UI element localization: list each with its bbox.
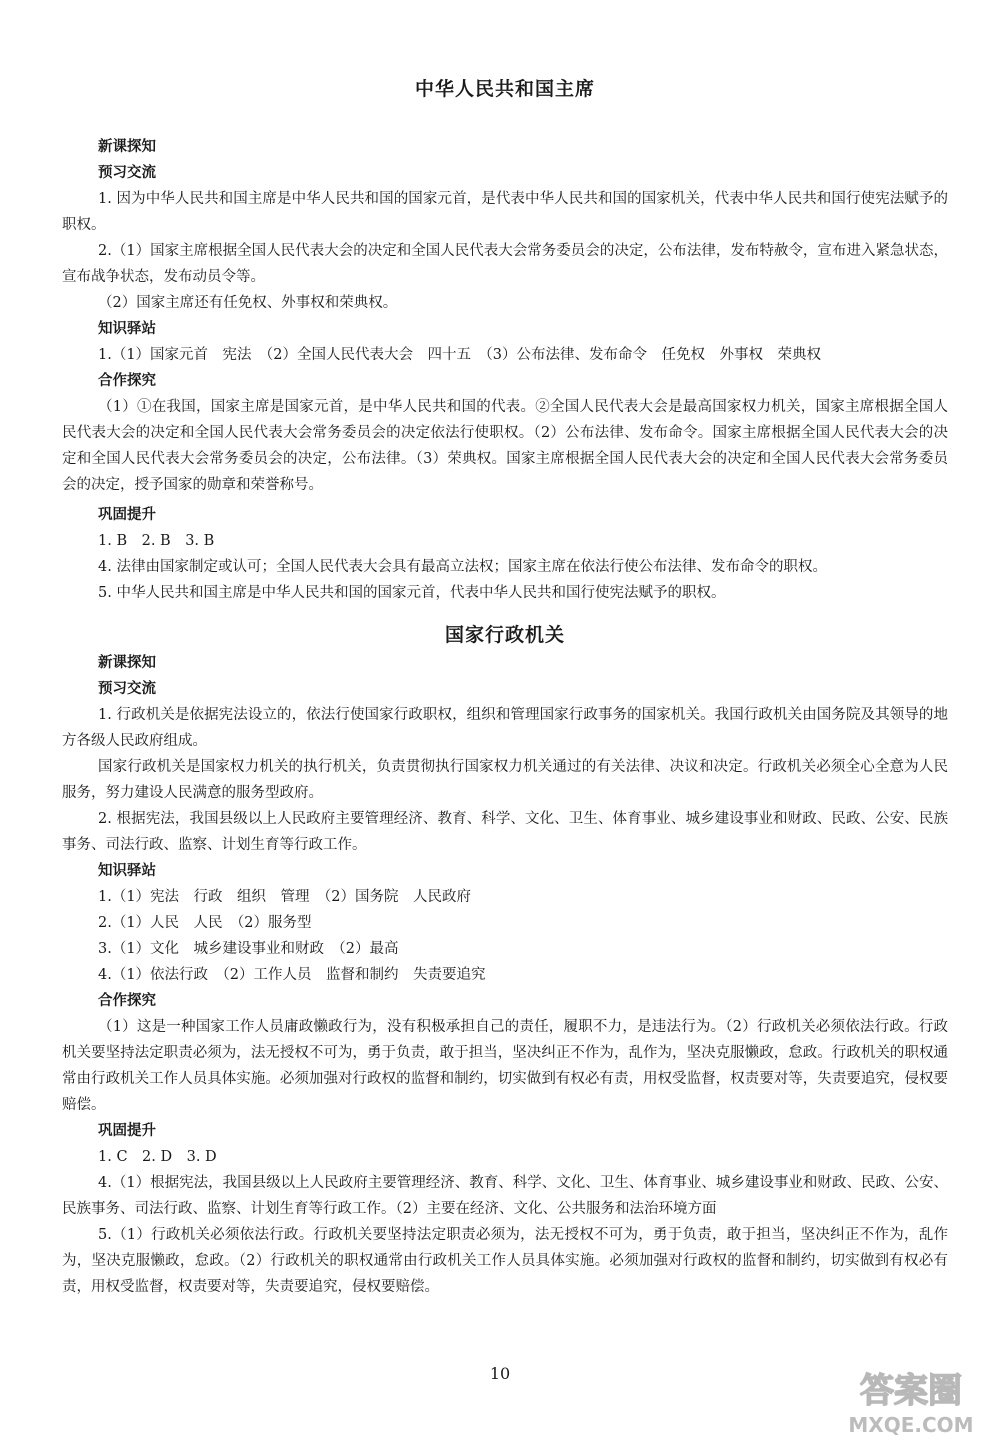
section-title: 中华人民共和国主席 <box>414 78 595 100</box>
paragraph: 5.（1）行政机关必须依法行政。行政机关要坚持法定职责必须为，法无授权不可为，勇于负责，敢于担当，坚决纠正不作为，乱作为，坚决克服懒政，怠政。（2）行政机关的职权通常由行政机关工作人员具体实施。必须加强对行政权的监督和制约，切实做到有权必有责，用权受监督，权责要对等，失责要追究，侵权要赔偿。 <box>62 1227 948 1295</box>
paragraph: 2. 根据宪法，我国县级以上人民政府主要管理经济、教育、科学、文化、卫生、体育事业、城乡建设事业和财政、民政、公安、民族事务、司法行政、监察、计划生育等行政工作。 <box>62 811 948 853</box>
paragraph: （2）国家主席还有任免权、外事权和荣典权。 <box>98 295 398 311</box>
paragraph: 1.（1）国家元首 宪法 （2）全国人民代表大会 四十五 （3）公布法律、发布命令 任免权 外事权 荣典权 <box>98 347 822 363</box>
paragraph: 2.（1）人民 人民 （2）服务型 <box>98 915 312 931</box>
paragraph: 4.（1）依法行政 （2）工作人员 监督和制约 失责要追究 <box>98 967 486 983</box>
heading-cooperation: 合作探究 <box>98 373 156 389</box>
paragraph: 1. C 2. D 3. D <box>98 1149 217 1165</box>
paragraph: 国家行政机关是国家权力机关的执行机关，负责贯彻执行国家权力机关通过的有关法律、决议和决定。行政机关必须全心全意为人民服务，努力建设人民满意的服务型政府。 <box>62 759 948 801</box>
paragraph: 5. 中华人民共和国主席是中华人民共和国的国家元首，代表中华人民共和国行使宪法赋予的职权。 <box>98 585 726 601</box>
paragraph: 1. B 2. B 3. B <box>98 533 215 549</box>
heading-cooperation: 合作探究 <box>98 993 156 1009</box>
heading-knowledge: 知识驿站 <box>98 863 156 879</box>
heading-new-lesson: 新课探知 <box>98 655 156 671</box>
heading-new-lesson: 新课探知 <box>98 139 156 155</box>
paragraph: 1. 因为中华人民共和国主席是中华人民共和国的国家元首，是代表中华人民共和国的国家机关，代表中华人民共和国行使宪法赋予的职权。 <box>62 191 948 233</box>
paragraph: 3.（1）文化 城乡建设事业和财政 （2）最高 <box>98 941 399 957</box>
heading-knowledge: 知识驿站 <box>98 321 156 337</box>
paragraph: （1）①在我国，国家主席是国家元首，是中华人民共和国的代表。②全国人民代表大会是最高国家权力机关，国家主席根据全国人民代表大会的决定和全国人民代表大会常务委员会的决定依法行使职权。（2）公布法律、发布命令。国家主席根据全国人民代表大会的决定和全国人民代表大会常务委员会的决定，公布法律。（3）荣典权。国家主席根据全国人民代表大会的决定和全国人民代表大会常务委员会的决定，授予国家的勋章和荣誉称号。 <box>62 399 948 493</box>
paragraph: 4.（1）根据宪法，我国县级以上人民政府主要管理经济、教育、科学、文化、卫生、体育事业、城乡建设事业和财政、民政、公安、民族事务、司法行政、监察、计划生育等行政工作。（2）主要在经济、文化、公共服务和法治环境方面 <box>62 1175 948 1217</box>
watermark-top-text: 答案圈 <box>860 1371 962 1411</box>
heading-preview: 预习交流 <box>98 165 156 181</box>
section-administrative-organs <box>62 620 948 1300</box>
heading-consolidate: 巩固提升 <box>98 1123 156 1139</box>
section-president <box>62 74 948 606</box>
heading-preview: 预习交流 <box>98 681 156 697</box>
paragraph: （1）这是一种国家工作人员庸政懒政行为，没有积极承担自己的责任，履职不力，是违法行为。（2）行政机关必须依法行政。行政机关要坚持法定职责必须为，法无授权不可为，勇于负责，敢于担当，坚决纠正不作为，乱作为，坚决克服懒政，怠政。行政机关的职权通常由行政机关工作人员具体实施。必须加强对行政权的监督和制约，切实做到有权必有责，用权受监督，权责要对等，失责要追究，侵权要赔偿。 <box>62 1019 948 1113</box>
paragraph: 1.（1）宪法 行政 组织 管理 （2）国务院 人民政府 <box>98 889 472 905</box>
heading-consolidate: 巩固提升 <box>98 507 156 523</box>
page-number: 10 <box>489 1364 511 1383</box>
paragraph: 4. 法律由国家制定或认可；全国人民代表大会具有最高立法权；国家主席在依法行使公布法律、发布命令的职权。 <box>98 559 827 575</box>
paragraph: 1. 行政机关是依据宪法设立的，依法行使国家行政职权，组织和管理国家行政事务的国家机关。我国行政机关由国务院及其领导的地方各级人民政府组成。 <box>62 707 948 749</box>
watermark-logo <box>836 1360 986 1440</box>
section-title: 国家行政机关 <box>444 624 565 646</box>
watermark-bottom-text: MXQE.COM <box>848 1413 974 1437</box>
paragraph: 2.（1）国家主席根据全国人民代表大会的决定和全国人民代表大会常务委员会的决定，公布法律，发布特赦令，宣布进入紧急状态，宣布战争状态，发布动员令等。 <box>62 243 948 285</box>
